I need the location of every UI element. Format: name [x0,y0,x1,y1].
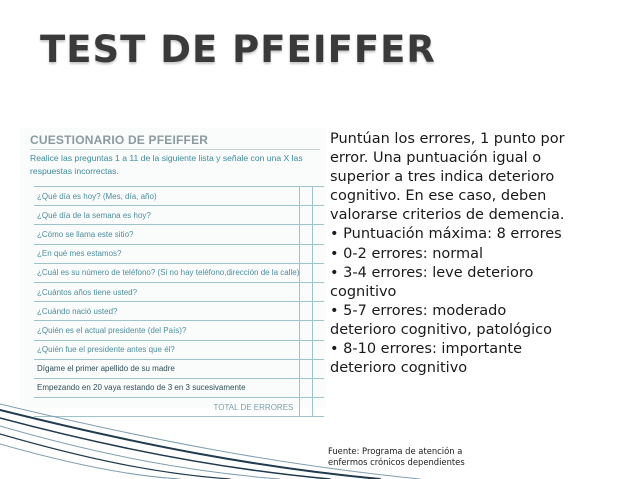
description-line: superior a tres indica deterioro [330,169,555,186]
description-line: valorarse criterios de demencia. [330,207,565,224]
description-line: deterioro cognitivo, patológico [330,321,552,338]
description-line: deterioro cognitivo [330,360,468,377]
description-line: error. Una puntuación igual o [330,150,542,167]
description-line: Puntúan los errores, 1 punto por [330,131,565,147]
question-text: Empezando en 20 vaya restando de 3 en 3 sucesivamente [34,378,300,397]
questionnaire-instructions: Realice las preguntas 1 a 11 de la siguiente lista y señale con una X las respuestas incorrectas. [30,153,303,176]
question-text: ¿Cómo se llama este sitio? [34,225,300,244]
description-line: cognitivo [330,283,397,300]
question-text: ¿Qué día de la semana es hoy? [34,206,300,225]
description-line: • 8-10 errores: importante [330,341,522,358]
question-text: ¿Qué día es hoy? (Mes, día, año) [34,187,300,206]
source-line: enfermos crónicos dependientes [328,457,465,467]
total-label: TOTAL DE ERRORES [34,398,300,417]
question-text: ¿Cuántos años tiene usted? [34,282,300,301]
description-line: cognitivo. En ese caso, deben [330,188,547,205]
question-text: ¿Quién fue el presidente antes que él? [34,340,300,359]
question-text: ¿Quién es el actual presidente (del País)? [34,321,300,340]
question-text: ¿Cuándo nació usted? [34,302,300,321]
description-line: • Puntuación máxima: 8 errores [330,226,562,243]
question-text: ¿Cuál es su número de teléfono? (Si no hay teléfono,dirección de la calle) [34,263,300,282]
questionnaire-heading: CUESTIONARIO DE PFEIFFER [30,133,209,147]
slide-title: TEST DE PFEIFFER [40,28,436,71]
description-line: • 3-4 errores: leve deterioro [330,264,534,281]
question-text: ¿En qué mes estamos? [34,244,300,263]
question-text: Dígame el primer apellido de su madre [34,359,300,378]
source-line: Fuente: Programa de atención a [328,446,463,456]
description-line: • 0-2 errores: normal [330,245,484,262]
description-line: • 5-7 errores: moderado [330,302,507,319]
